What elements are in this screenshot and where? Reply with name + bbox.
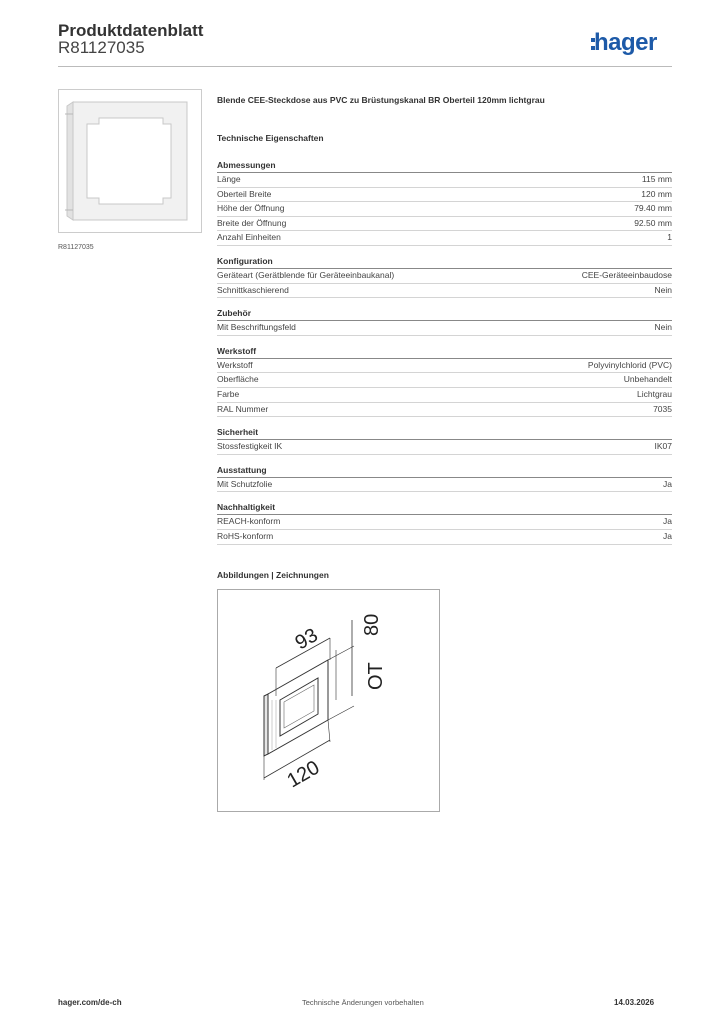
property-value: CEE-Geräteeinbaudose [581,269,672,280]
product-image [58,89,202,233]
property-row [217,388,672,403]
property-value: Nein [654,284,672,295]
property-label: RoHS-konform [217,530,274,541]
property-section [217,502,672,544]
footer-notice: Technische Änderungen vorbehalten [302,998,424,1007]
property-value: 1 [667,232,672,243]
dim-width-label: 93 [291,624,322,655]
section-title: Abmessungen [217,160,672,173]
property-sections [217,160,672,545]
brand-logo: hager [594,29,657,56]
property-value: 79.40 mm [634,203,672,214]
property-label: Oberteil Breite [217,188,272,199]
property-value: Nein [654,322,672,333]
property-label: REACH-konform [217,516,281,527]
footer-website[interactable]: hager.com/de-ch [58,998,122,1007]
property-value: IK07 [654,441,672,452]
image-caption: R81127035 [58,244,94,251]
property-section [217,308,672,336]
property-row [217,321,672,336]
property-row [217,403,672,418]
article-number: R81127035 [58,38,145,57]
page-title: Produktdatenblatt [58,21,204,40]
property-row [217,188,672,203]
property-value: 115 mm [641,174,672,184]
property-label: Geräteart (Gerätblende für Geräteeinbaukanal) [217,269,395,280]
property-row [217,478,672,493]
property-row [217,530,672,545]
property-value: Ja [663,530,672,541]
property-row [217,359,672,374]
property-label: Mit Schutzfolie [217,478,273,489]
property-section [217,346,672,417]
property-row [217,269,672,284]
property-row [217,202,672,217]
property-value: 7035 [653,403,672,414]
property-label: Breite der Öffnung [217,217,287,228]
section-title: Werkstoff [217,346,672,359]
property-value: Lichtgrau [637,388,672,399]
property-label: Farbe [217,388,240,399]
property-label: Stossfestigkeit IK [217,441,283,452]
property-label: RAL Nummer [217,403,269,414]
property-label: Höhe der Öffnung [217,203,285,214]
property-row [217,284,672,299]
property-row [217,373,672,388]
property-value: 92.50 mm [634,217,672,228]
property-value: Ja [663,478,672,489]
property-row [217,231,672,246]
property-section [217,160,672,246]
section-title: Konfiguration [217,256,672,269]
header-divider [58,66,672,67]
dim-length-label: 120 [283,756,324,793]
section-title: Sicherheit [217,427,672,440]
property-value: 120 mm [641,188,672,199]
dim-height-label: 80 [361,613,383,636]
property-label: Werkstoff [217,359,253,370]
property-label: Mit Beschriftungsfeld [217,322,296,333]
property-section [217,427,672,455]
property-label: Anzahl Einheiten [217,232,281,243]
technical-drawing [217,589,440,812]
footer-date: 14.03.2026 [614,998,655,1007]
properties-content [217,95,672,555]
property-row [217,440,672,455]
drawings-title: Abbildungen | Zeichnungen [217,570,329,580]
section-title: Zubehör [217,308,672,321]
tech-properties-title: Technische Eigenschaften [217,133,324,143]
property-row [217,217,672,232]
property-section [217,465,672,493]
section-title: Ausstattung [217,465,672,478]
section-title: Nachhaltigkeit [217,502,672,515]
property-value: Ja [663,516,672,527]
property-section [217,256,672,298]
property-row [217,515,672,530]
dim-ot-label: OT [365,662,387,690]
property-label: Länge [217,174,241,184]
property-row [217,173,672,188]
property-label: Oberfläche [217,374,259,385]
property-value: Unbehandelt [623,374,672,385]
property-value: Polyvinylchlorid (PVC) [587,359,672,370]
property-label: Schnittkaschierend [217,284,289,295]
product-title: Blende CEE-Steckdose aus PVC zu Brüstungskanal BR Oberteil 120mm lichtgrau [217,95,545,105]
